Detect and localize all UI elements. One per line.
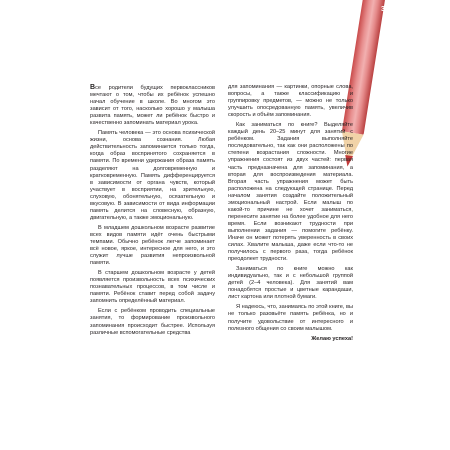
page-number: 3 <box>381 6 385 13</box>
older-preschool-paragraph: В старшем дошкольном возрасте у детей появляется произвольность всех психических познавательных процессов, в том числе и памяти. Ребёнок ставит перед собой задачу запомнить определённый материал. <box>90 270 215 305</box>
right-column <box>228 84 353 346</box>
memory-definition-paragraph: Память человека — это основа психической жизни, основа сознания. Любая действительность запоминается только тогда, когда образ воспринятого сохраняется в памяти. По времени удержания образа память разделяют на долговременную и кратковременную. Память дифференцируется в зависимости от органа чувств, который участвует в восприятии, на зрительную, слуховую, обонятельную, осязательную и вкусовую. В зависимости от вида информации память делится на словесную, образную, двигательную, а также эмоциональную. <box>90 130 215 221</box>
intro-paragraph-text: се родители будущих первоклассников мечтают о том, чтобы их ребёнок успешно начал обучение в школе. Во многом это зависит от того, насколько хорошо у малыша развита память, может ли ребёнок быстро и качественно запоминать материал урока. <box>90 85 215 127</box>
closing-paragraph: Я надеюсь, что, занимаясь по этой книге, вы не только разовьёте память ребёнка, но и получите удовольствие от интересного и полезного общения со своим малышом. <box>228 304 353 332</box>
continuation-paragraph: для запоминания — картинки, опорные слова, вопросы, а также классификацию и группировку предметов, — можно не только улучшить опосредованную память, увеличив скорость и объём запоминания. <box>228 84 353 119</box>
intro-paragraph <box>90 84 215 127</box>
drop-cap: В <box>90 84 96 91</box>
left-column <box>90 84 215 340</box>
signoff: Желаю успеха! <box>311 335 353 342</box>
special-lessons-paragraph: Если с ребёнком проводить специальные занятия, то формирование произвольного запоминания происходит быстрее. Используя различные вспомогательные средства <box>90 308 215 336</box>
group-work-paragraph: Заниматься по книге можно как индивидуально, так и с небольшой группой детей (2–4 человека). Для занятий вам понадобятся простые и цветные карандаши, лист картона или плотной бумаги. <box>228 266 353 301</box>
how-to-use-paragraph: Как заниматься по книге? Выделяйте каждый день 20–25 минут для занятий с ребёнком. Задания выполняйте последовательно, так как они расположены по степени возрастания сложности. Многие упражнения состоят из двух частей: первая часть предназначена для запоминания, а вторая для воспроизведения материала. Вторая часть упражнения может быть расположена на следующей странице. Перед началом занятия создайте положительный эмоциональный настрой. Если малыш по какой-то причине не хочет заниматься, перенесите занятие на более удобное для него время. Если возникают трудности при выполнении задания — помогите ребёнку. Иначе он может потерять уверенность в своих силах. Хвалите малыша, даже если что-то не получилось с первого раза, тогда ребёнок преодолеет трудности. <box>228 122 353 263</box>
younger-preschool-paragraph: В младшем дошкольном возрасте развитие всех видов памяти идёт очень быстрыми темпами. Обычно ребёнок легче запоминает всё новое, яркое, интересное для него, и это служит лучше развития непроизвольной памяти. <box>90 224 215 267</box>
